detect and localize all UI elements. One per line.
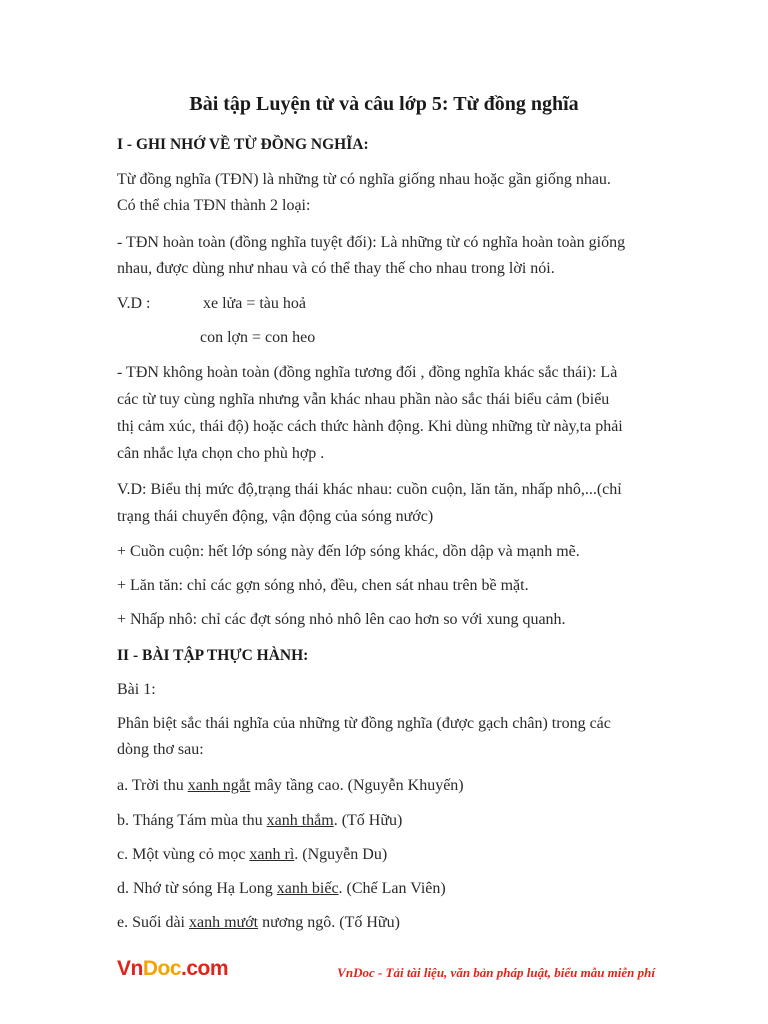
- paragraph-line: V.D: Biểu thị mức độ,trạng thái khác nhau: cuồn cuộn, lăn tăn, nhấp nhô,...(chỉ: [117, 481, 622, 498]
- paragraph-line: - TĐN không hoàn toàn (đồng nghĩa tương đối , đồng nghĩa khác sắc thái): Là: [117, 364, 618, 381]
- section-heading-2: II - BÀI TẬP THỰC HÀNH:: [117, 647, 309, 664]
- underlined-word: xanh biếc: [276, 880, 339, 897]
- document-title: Bài tập Luyện từ và câu lớp 5: Từ đồng nghĩa: [189, 93, 579, 115]
- paragraph-line: thị cảm xúc, thái độ) hoặc cách thức hành động. Khi dùng những từ này,ta phải: [117, 418, 623, 435]
- paragraph-line: cân nhắc lựa chọn cho phù hợp .: [117, 445, 325, 462]
- exercise-item: d. Nhớ từ sóng Hạ Long xanh biếc. (Chế Lan Viên): [117, 880, 446, 897]
- paragraph-line: các từ tuy cùng nghĩa nhưng vẫn khác nhau phần nào sắc thái biểu cảm (biểu: [117, 391, 610, 408]
- paragraph-line: nhau, được dùng như nhau và có thể thay thế cho nhau trong lời nói.: [117, 260, 555, 277]
- exercise-item: b. Tháng Tám mùa thu xanh thắm. (Tố Hữu): [117, 812, 403, 829]
- underlined-word: xanh rì: [249, 846, 295, 863]
- exercise-item: e. Suối dài xanh mướt nương ngô. (Tố Hữu): [117, 914, 400, 931]
- exercise-item: c. Một vùng cỏ mọc xanh rì. (Nguyễn Du): [117, 846, 388, 863]
- paragraph-line: dòng thơ sau:: [117, 741, 204, 758]
- bullet-line: + Cuồn cuộn: hết lớp sóng này đến lớp sóng khác, dồn dập và mạnh mẽ.: [117, 543, 580, 560]
- underlined-word: xanh thắm: [266, 812, 334, 829]
- paragraph-line: Từ đồng nghĩa (TĐN) là những từ có nghĩa giống nhau hoặc gần giống nhau.: [117, 171, 611, 188]
- footer-tagline: VnDoc - Tải tài liệu, văn bản pháp luật, biểu mẫu miễn phí: [337, 965, 655, 980]
- paragraph-line: Có thể chia TĐN thành 2 loại:: [117, 197, 311, 214]
- underlined-word: xanh ngắt: [187, 777, 251, 794]
- section-heading-1: I - GHI NHỚ VỀ TỪ ĐỒNG NGHĨA:: [117, 136, 369, 153]
- bullet-line: + Lăn tăn: chỉ các gợn sóng nhỏ, đều, chen sát nhau trên bề mặt.: [117, 577, 529, 594]
- bullet-line: + Nhấp nhô: chỉ các đợt sóng nhỏ nhô lên cao hơn so với xung quanh.: [117, 611, 566, 628]
- example-line: xe lửa = tàu hoả: [203, 295, 306, 312]
- paragraph-line: - TĐN hoàn toàn (đồng nghĩa tuyệt đối): Là những từ có nghĩa hoàn toàn giống: [117, 234, 626, 251]
- example-line: con lợn = con heo: [200, 329, 316, 346]
- paragraph-line: trạng thái chuyển động, vận động của sóng nước): [117, 508, 434, 525]
- exercise-item: a. Trời thu xanh ngắt mây tầng cao. (Nguyễn Khuyến): [117, 777, 464, 794]
- exercise-label: Bài 1:: [117, 681, 156, 698]
- underlined-word: xanh mướt: [189, 914, 259, 931]
- paragraph-line: Phân biệt sắc thái nghĩa của những từ đồng nghĩa (được gạch chân) trong các: [117, 715, 611, 732]
- vndoc-logo[interactable]: VnDoc.com: [117, 957, 229, 980]
- example-label: V.D :: [117, 295, 151, 312]
